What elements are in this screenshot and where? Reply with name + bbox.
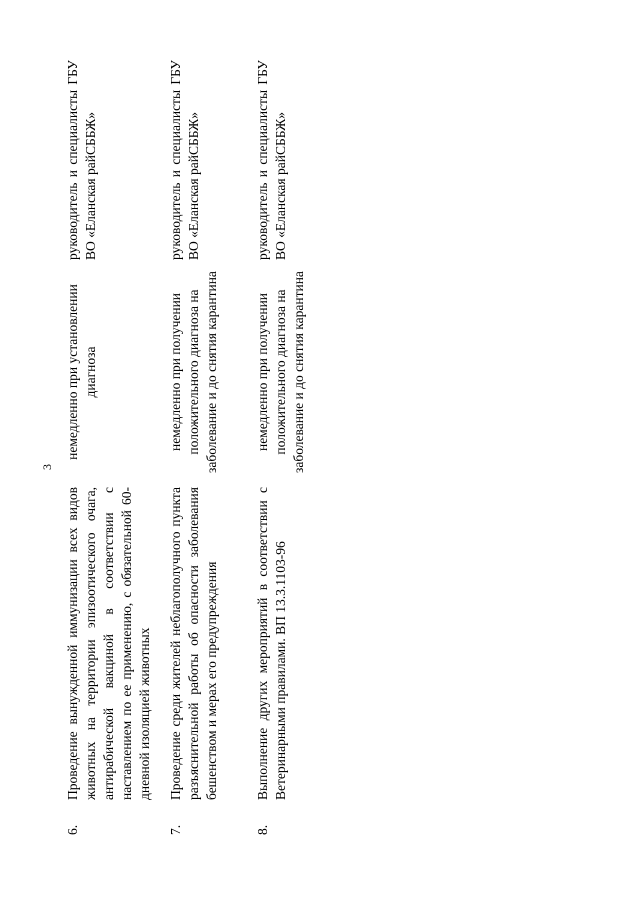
row-number: 7. — [168, 824, 183, 835]
row-number: 6. — [65, 824, 80, 835]
measure-cell: Проведение вынужденной иммунизации всех видов животных на территории эпизоотического очага, антирабической вакциной в соответствии с наставлением по ее применению, с обязательной 60-дневной изоляцией животных — [65, 487, 152, 800]
measure-cell: Проведение среди жителей неблагополучного пункта разъяснительной работы об опасности заболевания бешенством и мерах его предупреждения — [168, 487, 219, 800]
term-cell: немедленно при получении положительного диагноза на заболевание и до снятия карантина — [255, 271, 306, 473]
responsible-cell: руководитель и специалисты ГБУ ВО «Еланская райСББЖ» — [168, 60, 201, 260]
responsible-cell: руководитель и специалисты ГБУ ВО «Еланская райСББЖ» — [65, 60, 98, 260]
term-cell: немедленно при получении положительного диагноза на заболевание и до снятия карантина — [168, 271, 219, 473]
row-number: 8. — [255, 824, 270, 835]
term-cell: немедленно при установлении диагноза — [65, 284, 98, 460]
page-number: 3 — [40, 464, 54, 470]
responsible-cell: руководитель и специалисты ГБУ ВО «Еланская райСББЖ» — [255, 60, 288, 260]
measure-cell: Выполнение других мероприятий в соответствии с Ветеринарными правилами. ВП 13.3.1103-96 — [255, 487, 288, 800]
